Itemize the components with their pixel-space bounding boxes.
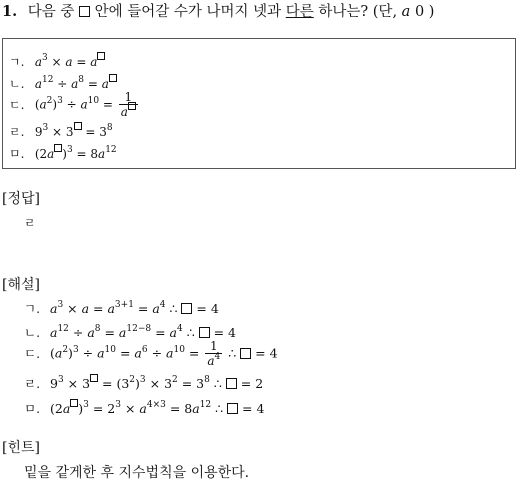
blank-box-icon xyxy=(227,403,238,414)
choice-5: ㅁ. (2a )$^3 = 8a^{12}$ xyxy=(9,145,117,161)
blank-box-icon xyxy=(240,348,251,359)
choice-label: ㄴ. xyxy=(9,77,25,91)
explanation-line-1: ㄱ. $a^3 \times a = a^{3+1} = a^4$ ∴ = 4 xyxy=(24,300,219,316)
explanation-result: = 4 xyxy=(242,401,265,416)
choice-4: ㄹ. $9^3 \times 3 = 3^8$ xyxy=(9,123,113,139)
question-text-middle: 안에 들어갈 수가 나머지 넷과 xyxy=(94,4,282,20)
choices-box xyxy=(2,38,516,169)
explanation-line-5: ㅁ. (2a )$^3 = 2^3 \times a^{4\times 3} = 8a^{12}$ ∴ = 4 xyxy=(24,400,265,416)
explanation-label: ㄷ. xyxy=(24,345,41,361)
choice-2: ㄴ. $a^{12} \div a^8 = a$ xyxy=(9,75,117,92)
explanation-result: = 4 xyxy=(213,325,237,340)
explanation-result: = 4 xyxy=(255,345,278,361)
condition-rest: 0 ) xyxy=(414,4,435,20)
explanation-label: ㄱ. xyxy=(24,301,41,316)
blank-box-icon xyxy=(97,52,105,60)
hint-title: [힌트] xyxy=(2,440,40,456)
explanation-label: ㄹ. xyxy=(24,376,41,391)
question-number: 1. xyxy=(2,3,18,20)
condition-variable: a xyxy=(401,4,411,20)
explanation-label: ㄴ. xyxy=(24,325,41,340)
blank-box-icon xyxy=(226,378,237,389)
choice-label: ㅁ. xyxy=(9,147,25,161)
explanation-line-4: ㄹ. $9^3 \times 3 = (3^2)^3 \times 3^2 = 3^8$ ∴ = 2 xyxy=(24,375,264,391)
question-text xyxy=(2,0,434,21)
explanation-result: = 4 xyxy=(196,301,219,316)
choice-label: ㄷ. xyxy=(9,97,25,112)
blank-box-icon xyxy=(74,122,82,130)
question-text-after: 하나는? (단, xyxy=(318,4,398,20)
blank-box-icon xyxy=(128,102,136,110)
fraction: $\frac{1}{a^4}$ xyxy=(207,339,221,368)
question-underlined-word: 다른 xyxy=(285,4,314,20)
choice-1: ㄱ. $a^3 \times a = a$ xyxy=(9,53,105,70)
choice-label: ㄱ. xyxy=(9,55,25,69)
choice-label: ㄹ. xyxy=(9,125,25,139)
blank-box-icon xyxy=(199,327,210,338)
answer-title: [정답] xyxy=(2,191,40,207)
blank-box-icon xyxy=(79,6,90,17)
blank-box-icon xyxy=(70,399,78,407)
explanation-result: = 2 xyxy=(240,376,264,391)
answer-value: ㄹ xyxy=(24,216,36,230)
blank-box-icon xyxy=(181,303,192,314)
blank-box-icon xyxy=(109,74,117,82)
explanation-line-2: ㄴ. $a^{12} \div a^8 = a^{12-8} = a^4$ ∴ = 4 xyxy=(24,324,237,340)
blank-box-icon xyxy=(90,374,98,382)
blank-box-icon xyxy=(54,144,62,152)
choice-3: ㄷ. $(a^2)^3 \div a^{10}$ = $\frac{1}{a}$ xyxy=(9,91,140,119)
fraction: $\frac{1}{a}$ xyxy=(119,91,138,119)
explanation-line-3: ㄷ. $(a^2)^3 \div a^{10} = a^6 \div a^{10}$ = $\frac{1}{a^4}$ ∴ = 4 xyxy=(24,339,278,368)
explanation-title: [해설] xyxy=(2,277,40,293)
question-text-before: 다음 중 xyxy=(27,4,75,20)
hint-text: 밑을 같게한 후 지수법칙을 이용한다. xyxy=(24,465,250,481)
explanation-label: ㅁ. xyxy=(24,401,41,416)
